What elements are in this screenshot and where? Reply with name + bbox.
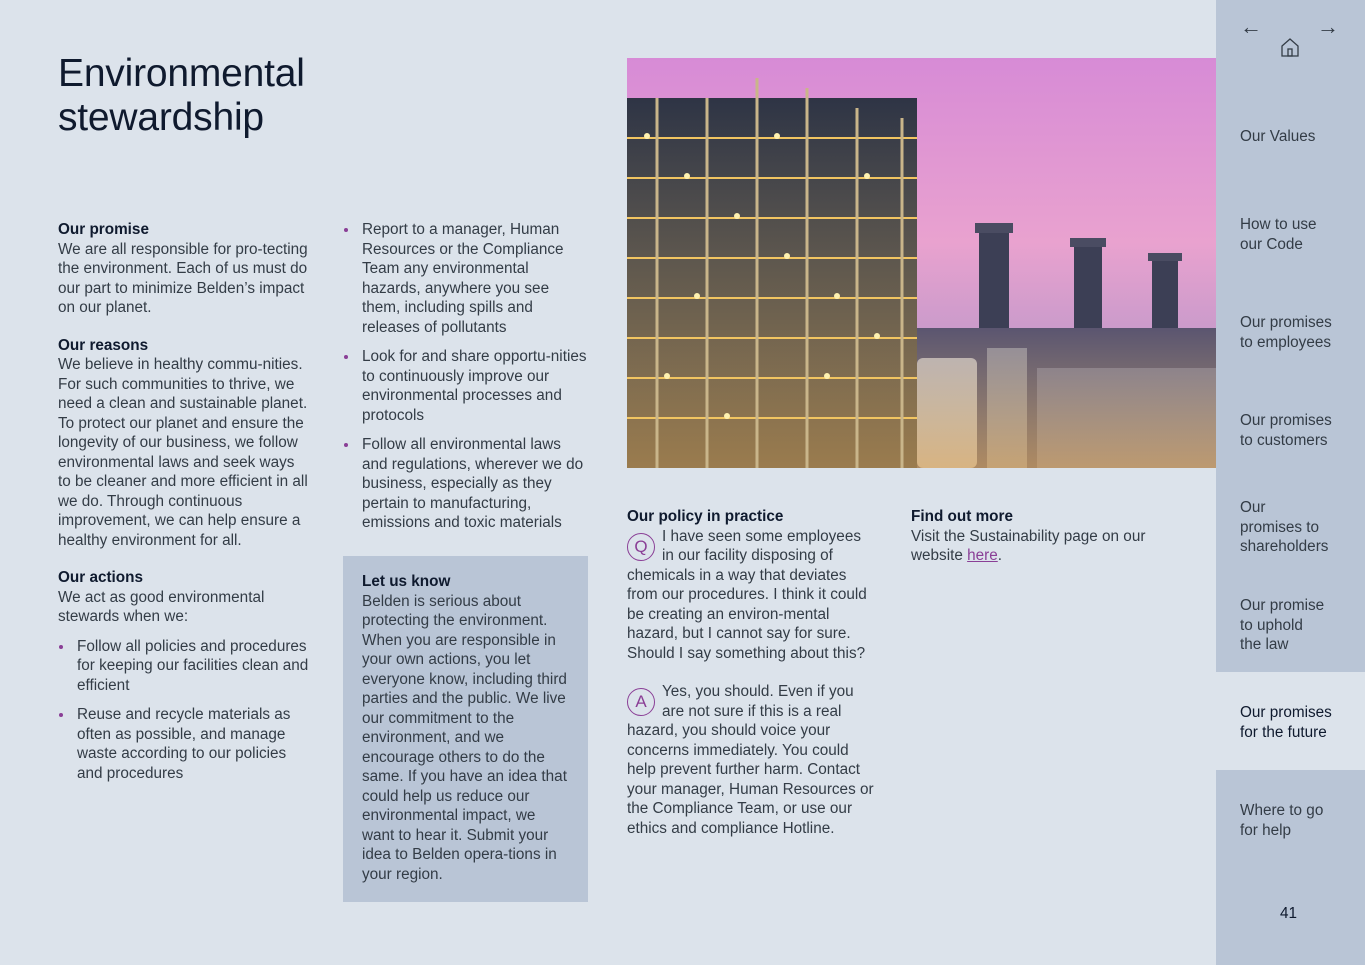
- actions-list-continued: [343, 220, 588, 533]
- let-us-know-box: [343, 556, 588, 902]
- promise-section: [58, 220, 310, 318]
- arrow-left-icon[interactable]: ←: [1240, 14, 1262, 39]
- refinery-photo: [627, 58, 1216, 468]
- find-out-more-text-after: .: [997, 547, 1002, 564]
- sidebar-item-help[interactable]: Where to go for help: [1240, 802, 1324, 839]
- sidebar-item-employees[interactable]: Our promises to employees: [1240, 314, 1332, 351]
- actions-heading: Our actions: [58, 569, 143, 586]
- sidebar-item-our-values[interactable]: Our Values: [1240, 128, 1316, 145]
- answer-block: [627, 682, 877, 838]
- actions-intro: We act as good environmental stewards when we:: [58, 588, 265, 625]
- arrow-right-icon[interactable]: →: [1317, 14, 1339, 39]
- sidebar-item-future[interactable]: Our promises for the future: [1216, 672, 1365, 770]
- sidebar-item-shareholders[interactable]: Our promises to shareholders: [1240, 499, 1329, 555]
- answer-icon: A: [627, 688, 655, 716]
- reasons-heading: Our reasons: [58, 336, 149, 354]
- column-middle: [343, 220, 588, 543]
- sustainability-link[interactable]: here: [967, 547, 998, 564]
- home-icon[interactable]: [1279, 36, 1301, 58]
- answer-text: Yes, you should. Even if you are not sure if this is a real hazard, you should voice your concerns immediately. You could help prevent further harm. Contact your manager, Human Resources or the Compliance Team, or use our ethics and compliance Hotline.: [627, 683, 874, 837]
- sidebar-nav: [1216, 0, 1365, 965]
- question-text: I have seen some employees in our facility disposing of chemicals in a way that deviates from our procedures. I think it could be creating an environ-mental hazard, but I cannot say for sure. Should I say something about this?: [627, 527, 867, 662]
- policy-in-practice-section: [627, 507, 877, 838]
- reasons-section: [58, 336, 310, 551]
- question-block: [627, 527, 877, 664]
- find-out-more-heading: Find out more: [911, 508, 1013, 525]
- list-item: Follow all policies and procedures for keeping our facilities clean and efficient: [58, 637, 310, 696]
- policy-heading: Our policy in practice: [627, 508, 784, 525]
- find-out-more-section: [911, 507, 1171, 566]
- actions-list: [58, 637, 310, 784]
- let-us-know-text: Belden is serious about protecting the environment. When you are responsible in your own actions, you let everyone know, including third parties and the public. We live our commitment to the environment, and we encourage others to do the same. If you have an idea that could help us reduce our environmental impact, we want to hear it. Submit your idea to Belden opera-tions in your region.: [362, 592, 567, 883]
- reasons-text: We believe in healthy commu-nities. For such communities to thrive, we need a clean and sustainable planet. To protect our planet and ensure the longevity of our business, we follow environmental laws and seek ways to be cleaner and more efficient in all we do. Through continuous improvement, we can help ensure a healthy environment for all.: [58, 356, 308, 549]
- column-left: [58, 220, 310, 793]
- let-us-know-heading: Let us know: [362, 573, 451, 590]
- page-title: Environmental stewardship: [58, 52, 305, 139]
- question-icon: Q: [627, 533, 655, 561]
- promise-heading: Our promise: [58, 221, 149, 238]
- sidebar-item-uphold-law[interactable]: Our promise to uphold the law: [1240, 597, 1325, 653]
- sidebar-item-customers[interactable]: Our promises to customers: [1240, 412, 1332, 449]
- list-item: Report to a manager, Human Resources or the Compliance Team any environmental hazards, anywhere you see them, including spills and releases of pollutants: [343, 220, 588, 337]
- list-item: Look for and share opportu-nities to continuously improve our environmental processes and protocols: [343, 347, 588, 425]
- actions-section: [58, 568, 310, 783]
- find-out-more-text-before: Visit the Sustainability page on our website: [911, 527, 1146, 564]
- list-item: Reuse and recycle materials as often as possible, and manage waste according to our policies and procedures: [58, 705, 310, 783]
- find-out-more-text: [911, 527, 1171, 566]
- list-item: Follow all environmental laws and regulations, wherever we do business, especially as they pertain to manufacturing, emissions and toxic materials: [343, 435, 588, 533]
- promise-text: We are all responsible for pro-tecting the environment. Each of us must do our part to minimize Belden’s impact on our planet.: [58, 240, 308, 316]
- page-number: 41: [1280, 905, 1298, 922]
- sidebar-item-how-to-use[interactable]: How to use our Code: [1240, 216, 1317, 253]
